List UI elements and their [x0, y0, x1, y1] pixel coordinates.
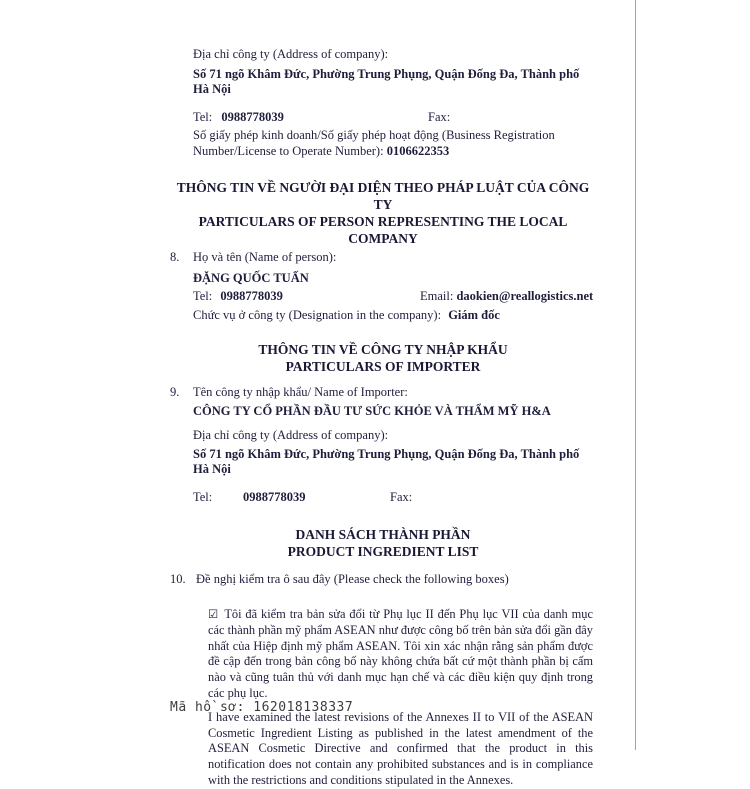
person-name-value: ĐẶNG QUỐC TUẤN — [193, 271, 309, 285]
person-tel-value: 0988778039 — [220, 289, 283, 303]
heading-importer-vi: THÔNG TIN VỀ CÔNG TY NHẬP KHẨU — [258, 342, 508, 357]
designation-label: Chức vụ ở công ty (Designation in the company): — [193, 308, 442, 322]
item9-number: 9. — [170, 385, 180, 399]
heading-representative-vi: THÔNG TIN VỀ NGƯỜI ĐẠI DIỆN THEO PHÁP LUẬT CỦA CÔNG TY — [176, 180, 590, 212]
business-license-label: Số giấy phép kinh doanh/Số giấy phép hoạt động (Business Registration Number/License to Operate Number): — [193, 128, 555, 158]
importer-address-value: Số 71 ngõ Khâm Đức, Phường Trung Phụng, Quận Đống Đa, Thành phố Hà Nội — [193, 447, 580, 476]
heading-ingredient-en: PRODUCT INGREDIENT LIST — [287, 544, 479, 559]
item9-importer-row — [170, 385, 596, 400]
checked-checkbox-icon: ☑ — [208, 607, 219, 621]
person-tel-email-row — [170, 289, 596, 304]
item8-name-label: Họ và tên (Name of person): — [193, 250, 337, 264]
item9-importer-label: Tên công ty nhập khẩu/ Name of Importer: — [193, 385, 408, 399]
item10-label: Đề nghị kiểm tra ô sau đây (Please check the following boxes) — [196, 572, 509, 586]
designation-row — [170, 308, 596, 323]
item8-name-row — [170, 250, 596, 265]
email-label: Email: — [420, 289, 454, 303]
importer-address-label: Địa chỉ công ty (Address of company): — [193, 428, 389, 442]
designation-value: Giám đốc — [448, 308, 500, 322]
fax-label: Fax: — [428, 110, 451, 124]
item8-number: 8. — [170, 250, 180, 264]
heading-ingredient-vi: DANH SÁCH THÀNH PHẦN — [295, 527, 471, 542]
email-value: daokien@reallogistics.net — [456, 289, 594, 303]
item10-number: 10. — [170, 572, 186, 586]
business-license-value: 0106622353 — [386, 143, 450, 158]
section-heading-representative — [170, 179, 596, 247]
person-tel-label: Tel: — [193, 289, 213, 303]
person-email-pair — [420, 289, 593, 304]
heading-representative-en: PARTICULARS OF PERSON REPRESENTING THE LOCAL COMPANY — [198, 214, 568, 246]
importer-company-name: CÔNG TY CỔ PHẦN ĐẦU TƯ SỨC KHỎE VÀ THẨM MỸ H&A — [193, 404, 551, 418]
section-heading-importer — [170, 341, 596, 375]
dossier-code: Mã hồ sơ: 162018138337 — [170, 700, 354, 715]
importer-fax-label: Fax: — [390, 490, 413, 504]
tel-label: Tel: — [193, 110, 213, 124]
company-tel-fax-row — [170, 110, 596, 125]
document-body — [170, 47, 596, 789]
declaration-paragraph-en: I have examined the latest revisions of the Annexes II to VII of the ASEAN Cosmetic Ingredient Listing as published in the latest amendment of the ASEAN Cosmetic Directive and confirmed that the product in this notification does not contain any prohibited substances and is in compliance with the restrictions and conditions stipulated in the Annexes. — [208, 709, 593, 787]
company-address-label: Địa chỉ công ty (Address of company): — [193, 47, 389, 61]
scanned-page-edge-line — [635, 0, 636, 750]
business-license-line — [170, 128, 602, 159]
item10-check-row — [170, 572, 596, 587]
tel-value: 0988778039 — [221, 110, 284, 124]
declaration-paragraph-vi — [208, 607, 593, 702]
heading-importer-en: PARTICULARS OF IMPORTER — [285, 359, 481, 374]
importer-tel-value: 0988778039 — [243, 490, 306, 504]
declaration-text-vi: Tôi đã kiểm tra bản sửa đổi từ Phụ lục II đến Phụ lục VII của danh mục các thành phần mỹ phẩm ASEAN như được công bố trên bản sửa đổi gần đây nhất của Hiệp định mỹ phẩm ASEAN. Tôi xin xác nhận rằng sản phẩm được đề cập đến trong bản công bố này không chứa bất cứ một thành phần bị cấm nào và cũng tuân thủ với danh mục hạn chế và các điều kiện quy định trong các phụ lục. — [208, 607, 593, 700]
importer-tel-fax-row — [170, 490, 596, 505]
section-heading-ingredient-list — [170, 526, 596, 560]
company-address-value: Số 71 ngõ Khâm Đức, Phường Trung Phụng, Quận Đống Đa, Thành phố Hà Nội — [193, 67, 580, 96]
importer-tel-label: Tel: — [193, 490, 213, 504]
